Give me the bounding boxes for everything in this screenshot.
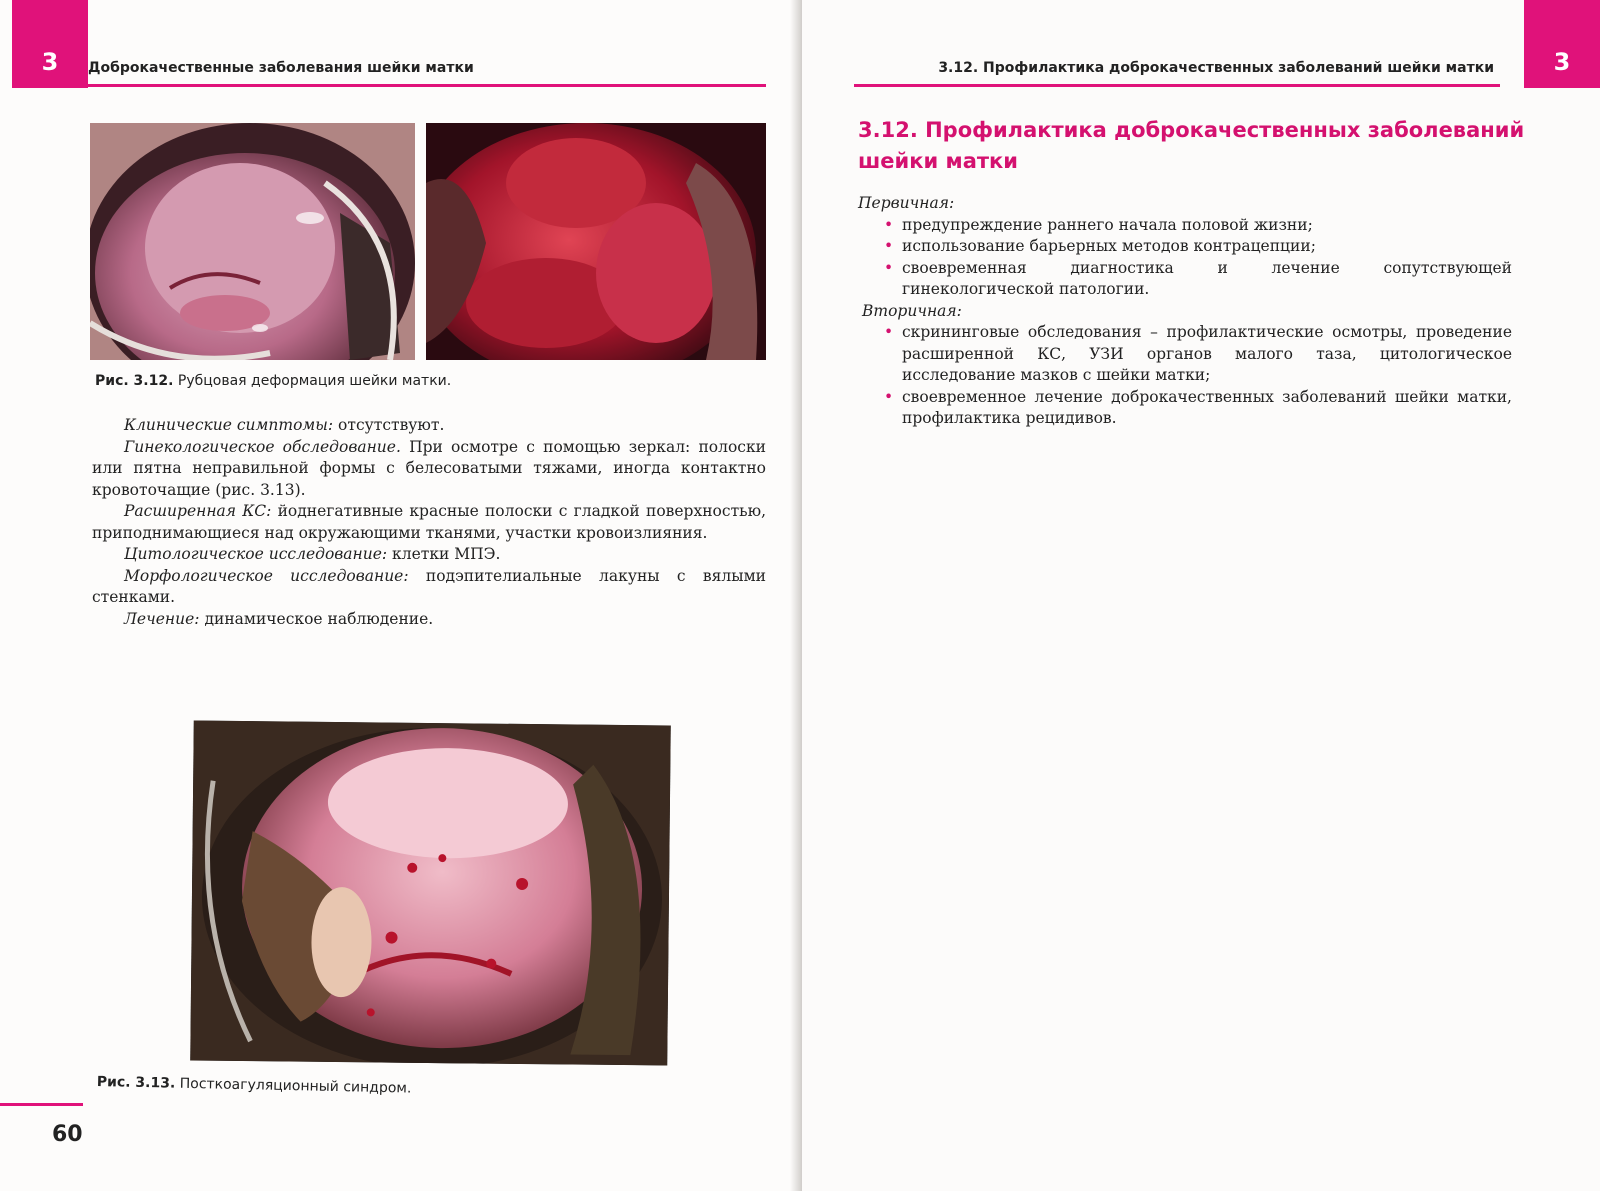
text-exam: При осмотре с помощью зеркал: полоски или пятна неправильной формы с белесоватыми тяжами, иногда контактно кровоточащие (рис. 3.13).: [92, 437, 766, 499]
clinical-description: [92, 415, 766, 630]
chapter-number: 3: [1553, 48, 1571, 76]
secondary-list: [858, 322, 1512, 430]
list-item: [884, 322, 1512, 387]
figure-3-12-text: Рубцовая деформация шейки матки.: [177, 373, 452, 389]
figure-3-13-caption: [97, 1074, 412, 1097]
figure-3-13-text: Посткоагуляционный синдром.: [179, 1075, 412, 1097]
list-item-text: своевременное лечение доброкачественных заболеваний шейки матки, профилактика рецидивов.: [902, 387, 1512, 427]
text-cytology: клетки МПЭ.: [387, 545, 501, 563]
section-title-line-1: 3.12. Профилактика доброкачественных заболеваний: [858, 118, 1525, 142]
chapter-number: 3: [41, 48, 59, 76]
running-head: Доброкачественные заболевания шейки матки: [88, 60, 474, 76]
term-morphology: Морфологическое исследование:: [124, 566, 409, 585]
paragraph-exam: [92, 437, 766, 502]
term-treatment: Лечение:: [124, 609, 200, 628]
secondary-heading: Вторичная:: [862, 301, 962, 320]
paragraph-treatment: [92, 609, 766, 631]
page-number: 60: [52, 1122, 83, 1147]
right-page: [802, 0, 1600, 1191]
list-item-text: своевременная диагностика и лечение сопутствующей гинекологической патологии.: [902, 258, 1512, 298]
paragraph-cytology: [92, 544, 766, 566]
term-colposcopy: Расширенная КС:: [124, 502, 272, 520]
paragraph-symptoms: [92, 415, 766, 437]
header-rule: [88, 84, 766, 87]
bullet-icon: •: [884, 215, 894, 234]
list-item: [884, 258, 1512, 301]
header-rule: [854, 84, 1500, 87]
list-item-text: предупреждение раннего начала половой жизни;: [902, 215, 1313, 234]
figure-3-12-photo-right: [426, 123, 766, 360]
left-page: [0, 0, 798, 1191]
text-symptoms: отсутствуют.: [333, 416, 445, 434]
bullet-icon: •: [884, 237, 894, 255]
list-item-text: скрининговые обследования – профилактические осмотры, проведение расширенной КС, УЗИ органов малого таза, цитологическое исследование мазков с шейки матки;: [902, 323, 1512, 384]
running-head: 3.12. Профилактика доброкачественных заболеваний шейки матки: [938, 60, 1494, 76]
text-colposcopy: йоднегативные красные полоски с гладкой поверхностью, приподнимающиеся над окружающими тканями, участки кровоизлияния.: [92, 502, 766, 542]
figure-3-13-photo: [190, 721, 671, 1066]
footer-rule: [0, 1103, 83, 1106]
term-exam: Гинекологическое обследование.: [124, 437, 401, 456]
text-morphology: подэпителиальные лакуны с вялыми стенками.: [92, 566, 766, 606]
text-treatment: динамическое наблюдение.: [199, 609, 434, 628]
figure-3-13-label: Рис. 3.13.: [96, 1074, 176, 1092]
prevention-lists: [858, 193, 1512, 430]
chapter-tab: [1524, 0, 1600, 88]
list-item: [884, 236, 1512, 258]
term-symptoms: Клинические симптомы:: [124, 416, 334, 434]
bullet-icon: •: [884, 258, 894, 277]
section-title-line-2: шейки матки: [858, 149, 1019, 173]
paragraph-colposcopy: [92, 501, 766, 544]
primary-heading: Первичная:: [858, 194, 955, 212]
section-title: [858, 115, 1538, 177]
list-item: [884, 215, 1512, 237]
figure-3-12-photo-left: [90, 123, 415, 360]
list-item-text: использование барьерных методов контрацепции;: [902, 237, 1316, 255]
bullet-icon: •: [884, 387, 894, 406]
bullet-icon: •: [884, 323, 894, 341]
list-item: [884, 387, 1512, 430]
paragraph-morphology: [92, 566, 766, 609]
figure-3-12-label: Рис. 3.12.: [95, 373, 174, 389]
primary-list: [858, 215, 1512, 301]
figure-3-12-caption: [95, 373, 451, 389]
chapter-tab: [12, 0, 88, 88]
term-cytology: Цитологическое исследование:: [124, 545, 388, 563]
